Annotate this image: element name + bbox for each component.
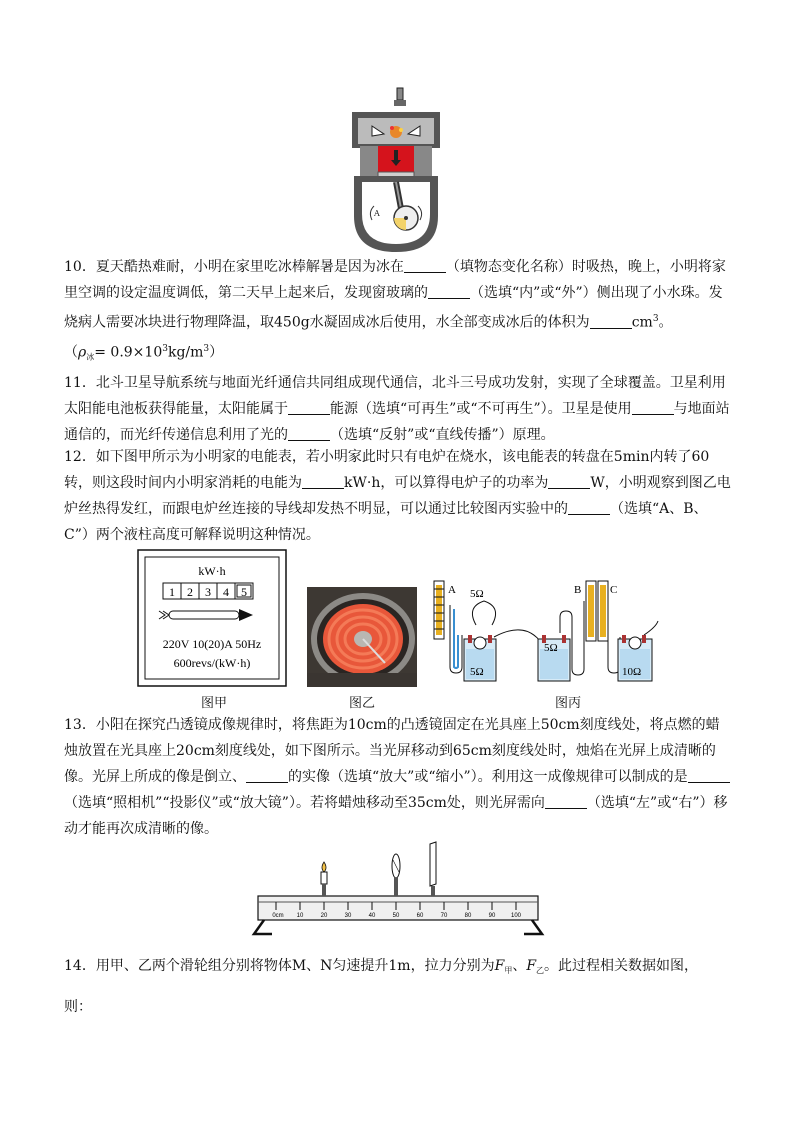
q12-text-4: （选填“A、B、C”）两个液柱高度可解释说明这种情况。: [64, 501, 708, 543]
bench-tick-label: 30: [344, 913, 352, 919]
rho-value: = 0.9×10: [94, 344, 163, 361]
q10-text-1: 10．夏天酷热难耐，小明在家里吃冰棒解暑是因为冰在: [64, 259, 404, 275]
meter-digit: 1: [169, 585, 175, 599]
q10-text-2: （填物态变化名称）时吸热，晚上，小明将家里空调的设定温度调低，第二天早上起来后，发现窗玻璃的: [64, 259, 726, 301]
joule-heating-experiment: [432, 577, 660, 687]
q13-text-2: 的实像（选填“放大”或“缩小”）。利用这一成像规律可以制成的是: [288, 769, 688, 785]
label-b: B: [574, 584, 582, 596]
q13-text-1: 13．小阳在探究凸透镜成像规律时，将焦距为10cm的凸透镜固定在光具座上50cm刻度线处，将点燃的蜡烛放置在光具座上20cm刻度线处，如下图所示。当光屏移动到65cm刻度线处时，烛焰在光屏上成清晰的像。光屏上所成的像是倒立、: [64, 717, 720, 785]
answer-blank: [545, 794, 587, 809]
q10-unit-exp: 3: [652, 314, 659, 324]
question-14: [64, 948, 732, 1025]
resistor-2-label: 5Ω: [544, 642, 558, 654]
caption-fig-bing: 图丙: [555, 696, 582, 711]
bench-tick-label: 0cm: [272, 913, 284, 919]
q14-text-3: 则：: [64, 999, 92, 1015]
meter-digit: 4: [223, 585, 229, 599]
q10-end: 。: [658, 314, 673, 331]
resistor-top-label: 5Ω: [470, 588, 484, 600]
bench-tick-label: 50: [392, 913, 400, 919]
q11-text-4: （选填“反射”或“直线传播”）原理。: [330, 427, 555, 443]
q14-text-2: 。此过程相关数据如图，: [544, 958, 699, 974]
answer-blank: [428, 284, 470, 299]
question-13: [64, 712, 732, 842]
bench-tick-label: 20: [320, 913, 328, 919]
bench-tick-label: 100: [510, 913, 522, 919]
electric-stove-photo: [307, 587, 417, 687]
q13-text-3: （选填“照相机”“投影仪”或“放大镜”）。若将蜡烛移动至35cm处，则光屏需向: [64, 795, 545, 811]
q10-text-3: （选填“内”或“外”）侧出现了小水珠。发烧病人需要冰块进行物理降温，取450g水凝固成冰后使用，水全部变成冰后的体积为: [64, 285, 723, 331]
bench-tick-label: 80: [464, 913, 472, 919]
q10-unit: cm: [631, 314, 653, 331]
meter-digit: 2: [187, 585, 193, 599]
q12-text-2: kW·h，可以算得电炉子的功率为: [344, 475, 549, 491]
q11-text-1: 11．北斗卫星导航系统与地面光纤通信共同组成现代通信，北斗三号成功发射，实现了全球覆盖。卫星利用太阳能电池板获得能量，太阳能属于: [64, 375, 726, 417]
svg-text:A: A: [374, 209, 380, 218]
answer-blank: [302, 474, 344, 489]
light-screen: [430, 842, 436, 896]
bench-tick-label: 60: [416, 913, 424, 919]
bench-tick-label: 70: [440, 913, 448, 919]
force-symbol: F: [526, 958, 537, 974]
meter-digit: 3: [205, 585, 211, 599]
meter-spec-2: 600revs/(kW·h): [173, 656, 251, 670]
resistor-3-label: 10Ω: [622, 666, 642, 678]
meter-digit: 5: [241, 585, 247, 599]
force-sub-jia: 甲: [504, 966, 513, 975]
q12-text-1: 12．如下图甲所示为小明家的电能表，若小明家此时只有电炉在烧水，该电能表的转盘在5min内转了60转，则这段时间内小明家消耗的电能为: [64, 449, 710, 491]
rho-unit: kg/m: [167, 344, 204, 361]
label-c: C: [610, 584, 618, 596]
question-11: [64, 370, 732, 448]
q14-separator: 、: [512, 958, 527, 974]
meter-unit: kW·h: [198, 564, 226, 578]
bench-tick-label: 40: [368, 913, 376, 919]
answer-blank: [688, 768, 730, 783]
q11-text-3: 与地面站通信的，而光纤传递信息利用了光的: [64, 401, 730, 443]
answer-blank: [590, 314, 632, 329]
answer-blank: [404, 258, 446, 273]
resistor-1-label: 5Ω: [470, 666, 484, 678]
caption-fig-jia: 图甲: [201, 696, 228, 711]
question-12: [64, 444, 732, 548]
rho-subscript: 冰: [86, 352, 95, 362]
engine-diagram: [344, 86, 448, 256]
rho-symbol: ρ: [78, 344, 87, 361]
bench-tick-label: 90: [488, 913, 496, 919]
candle: [321, 862, 327, 896]
electricity-meter: [137, 549, 287, 687]
meter-digits: [163, 583, 253, 599]
answer-blank: [568, 500, 610, 515]
caption-fig-yi: 图乙: [349, 696, 376, 711]
optical-bench: [250, 840, 546, 936]
bench-tick-label: 10: [296, 913, 304, 919]
answer-blank: [632, 400, 674, 415]
rho-exponent: 3: [162, 343, 168, 354]
meter-spec-1: 220V 10(20)A 50Hz: [162, 637, 262, 651]
answer-blank: [288, 426, 330, 441]
q14-text-1: 14．用甲、乙两个滑轮组分别将物体M、N匀速提升1m，拉力分别为: [64, 958, 495, 974]
answer-blank: [246, 768, 288, 783]
q13-text-4: （选填“左”或“右”）移动才能再次成清晰的像。: [64, 795, 728, 837]
convex-lens: [392, 854, 400, 896]
answer-blank: [288, 400, 330, 415]
question-10: 10．夏天酷热难耐，小明在家里吃冰棒解暑是因为冰在 （填物态变化名称）时吸热，晚上，小明将家里空调的设定温度调低，第二天早上起来后，发现窗玻璃的 （选填“内”或“外”）侧出现了小水珠。发烧病人需要冰块进行物理降温，取450g水凝固成冰后使用，水全部变成冰后的体积为 $cm^3$。 $(\rho_冰= 0.9\times 10^3kg/m^3)$: [64, 259, 726, 362]
q12-text-3: W，小明观察到图乙电炉丝热得发红，而跟电炉丝连接的导线却发热不明显，可以通过比较图丙实验中的: [64, 475, 731, 517]
force-symbol: F: [494, 958, 505, 974]
answer-blank: [548, 474, 590, 489]
rho-unit-exp: 3: [203, 343, 210, 354]
label-a: A: [448, 584, 456, 596]
q11-text-2: 能源（选填“可再生”或“不可再生”）。卫星是使用: [330, 401, 632, 417]
force-sub-yi: 乙: [536, 966, 545, 975]
